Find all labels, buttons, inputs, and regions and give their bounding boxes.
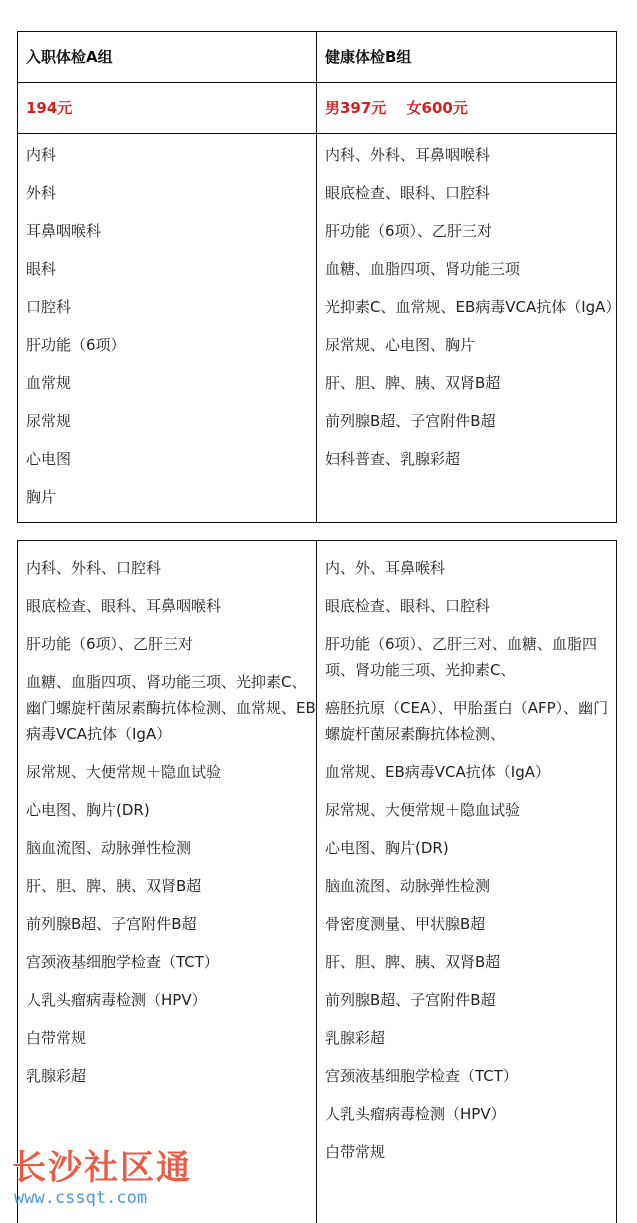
exam-item: 内科 — [26, 142, 316, 168]
exam-item: 内科、外科、耳鼻咽喉科 — [325, 142, 616, 168]
exam-item: 尿常规、大便常规＋隐血试验 — [325, 797, 616, 823]
table-gap — [0, 528, 637, 540]
exam-item: 口腔科 — [26, 294, 316, 320]
watermark-logo — [12, 1148, 222, 1216]
exam-item: 心电图 — [26, 446, 316, 472]
exam-item: 眼科 — [26, 256, 316, 282]
exam-item: 尿常规 — [26, 408, 316, 434]
exam-item: 脑血流图、动脉弹性检测 — [26, 835, 316, 861]
exam-item: 人乳头瘤病毒检测（HPV） — [26, 987, 316, 1013]
package-c-items — [18, 541, 316, 1089]
exam-item: 前列腺B超、子宫附件B超 — [26, 911, 316, 937]
exam-item: 前列腺B超、子宫附件B超 — [325, 408, 616, 434]
exam-item: 血常规、EB病毒VCA抗体（IgA） — [325, 759, 616, 785]
exam-item: 外科 — [26, 180, 316, 206]
exam-item: 眼底检查、眼科、耳鼻咽喉科 — [26, 593, 316, 619]
package-d-items — [317, 541, 616, 1165]
exam-item: 尿常规、心电图、胸片 — [325, 332, 616, 358]
exam-item: 心电图、胸片(DR) — [26, 797, 316, 823]
watermark-url: www.cssqt.com — [12, 1188, 222, 1208]
exam-item: 心电图、胸片(DR) — [325, 835, 616, 861]
exam-item: 肝功能（6项）、乙肝三对 — [26, 631, 316, 657]
group-b-price: 男397元 女600元 — [317, 83, 616, 118]
exam-item: 脑血流图、动脉弹性检测 — [325, 873, 616, 899]
exam-item: 肝功能（6项） — [26, 332, 316, 358]
price-row — [18, 83, 617, 134]
group-b-items — [317, 134, 616, 472]
exam-item: 癌胚抗原（CEA）、甲胎蛋白（AFP）、幽门螺旋杆菌尿素酶抗体检测、 — [325, 695, 616, 747]
group-a-items — [18, 134, 316, 510]
package-table-bottom — [17, 540, 617, 1223]
exam-item: 乳腺彩超 — [325, 1025, 616, 1051]
exam-item: 耳鼻咽喉科 — [26, 218, 316, 244]
group-a-price: 194元 — [18, 83, 316, 118]
exam-item: 宫颈液基细胞学检查（TCT） — [26, 949, 316, 975]
header-cell-a — [18, 32, 317, 83]
group-a-title: 入职体检A组 — [18, 32, 316, 67]
header-row — [18, 32, 617, 83]
exam-item: 骨密度测量、甲状腺B超 — [325, 911, 616, 937]
header-cell-b — [317, 32, 617, 83]
package-table-top — [17, 31, 617, 523]
exam-item: 血常规 — [26, 370, 316, 396]
exam-item: 肝功能（6项）、乙肝三对、血糖、血脂四项、肾功能三项、光抑素C、 — [325, 631, 616, 683]
exam-item: 肝、胆、脾、胰、双肾B超 — [26, 873, 316, 899]
exam-item: 妇科普查、乳腺彩超 — [325, 446, 616, 472]
exam-item: 肝功能（6项）、乙肝三对 — [325, 218, 616, 244]
exam-item: 血糖、血脂四项、肾功能三项 — [325, 256, 616, 282]
exam-item: 宫颈液基细胞学检查（TCT） — [325, 1063, 616, 1089]
exam-item: 内科、外科、口腔科 — [26, 555, 316, 581]
exam-item: 肝、胆、脾、胰、双肾B超 — [325, 949, 616, 975]
exam-item: 白带常规 — [325, 1139, 616, 1165]
exam-item: 眼底检查、眼科、口腔科 — [325, 593, 616, 619]
items-row — [18, 134, 617, 523]
exam-item: 白带常规 — [26, 1025, 316, 1051]
exam-item: 肝、胆、脾、胰、双肾B超 — [325, 370, 616, 396]
items-row — [18, 541, 617, 1223]
exam-item: 内、外、耳鼻喉科 — [325, 555, 616, 581]
exam-item: 眼底检查、眼科、口腔科 — [325, 180, 616, 206]
exam-item: 血糖、血脂四项、肾功能三项、光抑素C、幽门螺旋杆菌尿素酶抗体检测、血常规、EB病毒VCA抗体（IgA） — [26, 669, 316, 747]
watermark-title: 长沙社区通 — [12, 1148, 222, 1188]
group-b-title: 健康体检B组 — [317, 32, 616, 67]
exam-item: 乳腺彩超 — [26, 1063, 316, 1089]
exam-item: 前列腺B超、子宫附件B超 — [325, 987, 616, 1013]
exam-item: 尿常规、大便常规＋隐血试验 — [26, 759, 316, 785]
exam-item: 人乳头瘤病毒检测（HPV） — [325, 1101, 616, 1127]
exam-item: 胸片 — [26, 484, 316, 510]
exam-item: 光抑素C、血常规、EB病毒VCA抗体（IgA） — [325, 294, 616, 320]
